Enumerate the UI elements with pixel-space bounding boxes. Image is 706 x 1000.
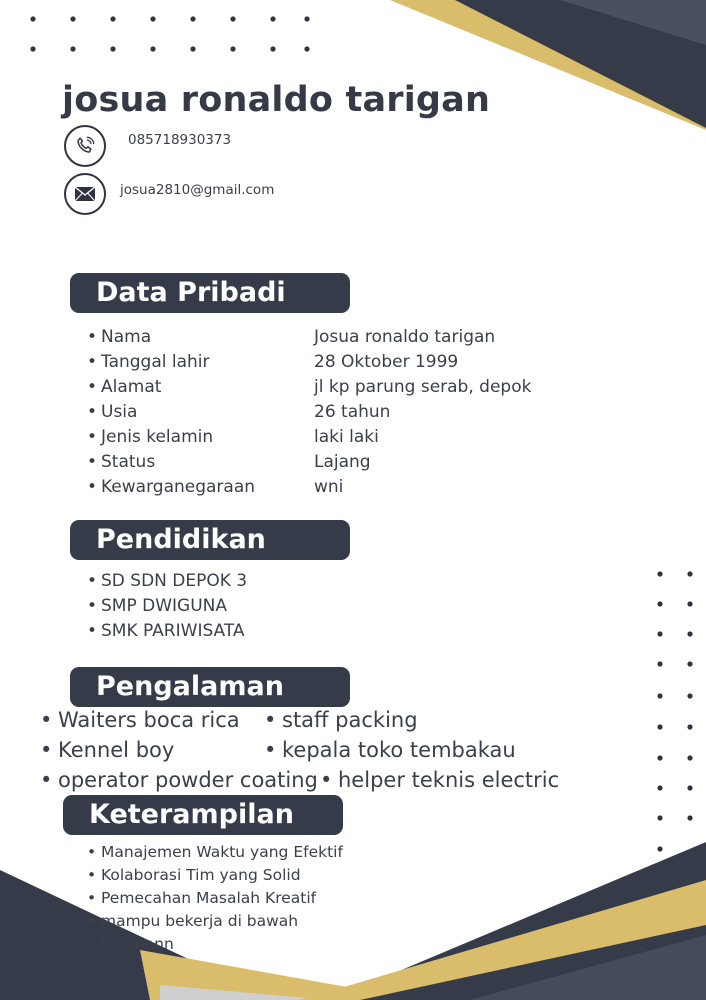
personal-value: Lajang [314,452,371,472]
section-title-skills: Keterampilan [63,795,343,835]
personal-label: • Status [87,450,155,475]
education-item: • SD SDN DEPOK 3 [87,569,247,594]
personal-value: laki laki [314,427,379,447]
section-title-experience: Pengalaman [70,667,350,707]
skill-item: • Manajemen Waktu yang Efektif [87,841,343,864]
personal-value: Josua ronaldo tarigan [314,327,496,347]
skill-item: • Kolaborasi Tim yang Solid [87,864,301,887]
personal-label: • Usia [87,400,137,425]
personal-label: • Alamat [87,375,161,400]
applicant-name: josua ronaldo tarigan [62,80,491,120]
experience-item: • operator powder coating [40,765,318,795]
personal-label: • Nama [87,325,151,350]
experience-item: • Kennel boy [40,735,174,765]
experience-item: • staff packing [264,705,418,735]
education-item: • SMP DWIGUNA [87,594,227,619]
skill-item: • Pemecahan Masalah Kreatif [87,887,316,910]
personal-label: • Kewarganegaraan [87,475,255,500]
phone-number: 085718930373 [128,132,232,148]
dot-pattern-top [26,12,326,56]
skill-item-continuation: tekanann [101,935,174,953]
experience-item: • Waiters boca rica [40,705,240,735]
personal-value: 26 tahun [314,402,391,422]
section-title-education: Pendidikan [70,520,350,560]
phone-icon [64,125,106,167]
personal-value: 28 Oktober 1999 [314,352,459,372]
dot-pattern-right [652,566,702,856]
education-item: • SMK PARIWISATA [87,619,245,644]
personal-value: wni [314,477,344,497]
personal-label: • Tanggal lahir [87,350,210,375]
experience-item: • kepala toko tembakau [264,735,516,765]
skill-item: • mampu bekerja di bawah [87,910,298,933]
section-title-personal: Data Pribadi [70,273,350,313]
envelope-icon [64,173,106,215]
email-address: josua2810@gmail.com [120,182,275,198]
experience-item: • helper teknis electric [320,765,559,795]
personal-label: • Jenis kelamin [87,425,213,450]
personal-value: jl kp parung serab, depok [314,377,532,397]
